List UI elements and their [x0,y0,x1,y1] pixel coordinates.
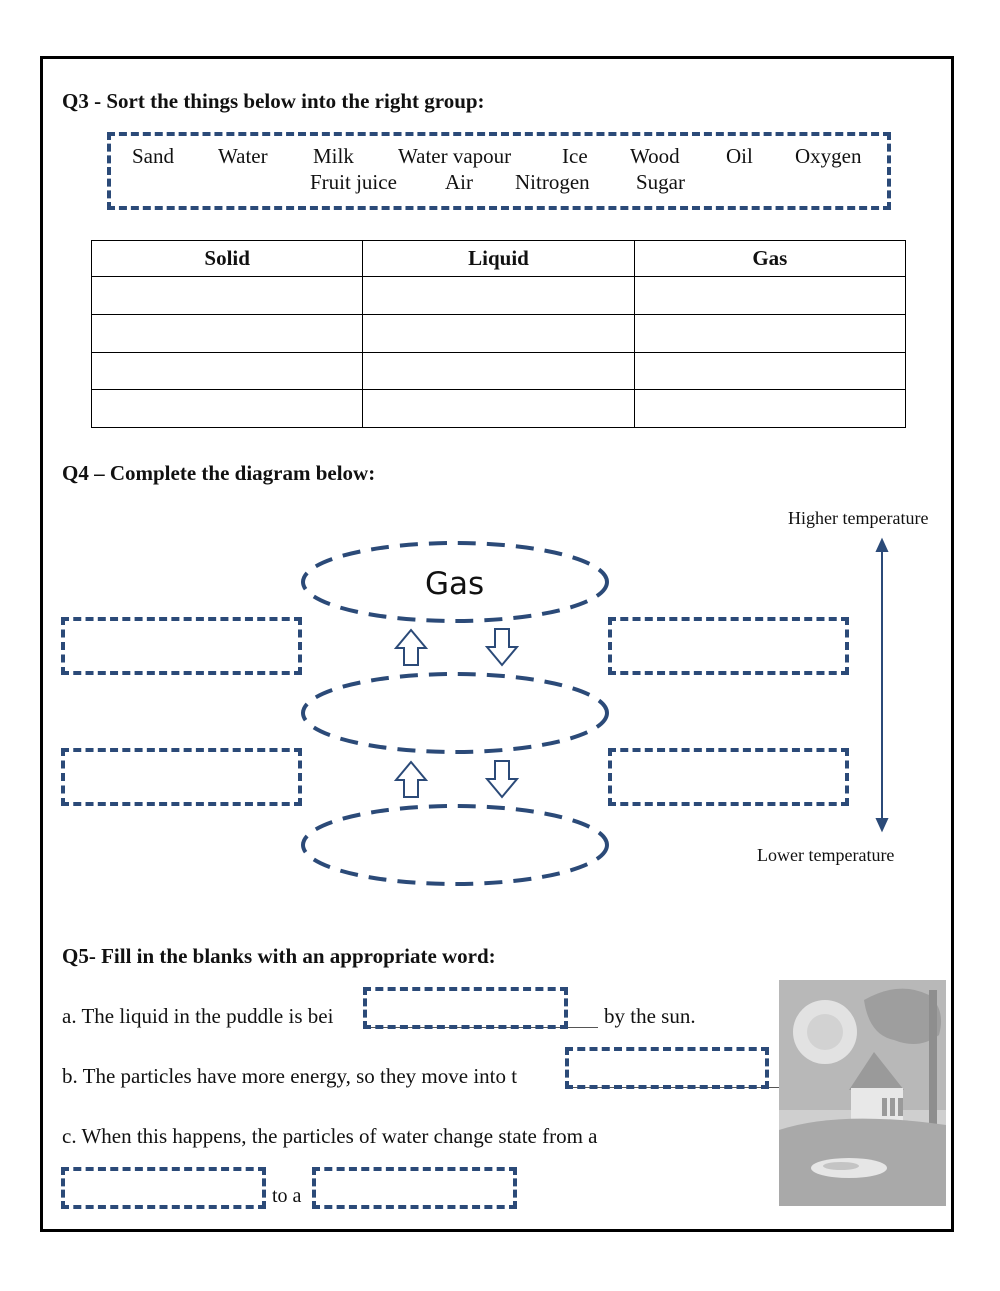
word-item[interactable]: Water [218,144,268,168]
arrowhead-up-icon [877,540,887,551]
header-gas: Gas [634,241,905,277]
q3-title: Q3 - Sort the things below into the right group: [62,89,485,113]
down-arrow-icon [487,761,517,797]
word-item[interactable]: Oil [726,144,753,168]
header-liquid: Liquid [363,241,634,277]
q5-c-text: c. When this happens, the particles of water change state from a [62,1124,598,1148]
answer-box-right-bottom[interactable] [608,748,849,806]
q5-c-mid: to a [272,1185,302,1207]
higher-temperature-label: Higher temperature [788,508,929,528]
gas-label: Gas [425,566,485,602]
word-item[interactable]: Water vapour [398,144,512,168]
word-item[interactable]: Nitrogen [515,170,590,194]
word-item[interactable]: Air [445,170,473,194]
arrowhead-down-icon [877,819,887,830]
q5-a-prefix: a. The liquid in the puddle is bei [62,1004,334,1028]
liquid-ellipse [303,674,607,752]
solid-ellipse [303,806,607,884]
word-item[interactable]: Sand [132,144,174,168]
q5-b-prefix: b. The particles have more energy, so they move into t [62,1064,518,1088]
word-item[interactable]: Fruit juice [310,170,397,194]
down-arrow-icon [487,629,517,665]
answer-box-right-top[interactable] [608,617,849,675]
answer-box-left-bottom[interactable] [61,748,302,806]
word-item[interactable]: Milk [313,144,354,168]
word-item[interactable]: Oxygen [795,144,862,168]
word-item[interactable]: Wood [630,144,680,168]
blank-a-input[interactable] [363,987,568,1029]
blank-c1-input[interactable] [61,1167,266,1209]
q5-title: Q5- Fill in the blanks with an appropriate word: [62,944,496,968]
blank-b-input[interactable] [565,1047,769,1089]
up-arrow-icon [396,630,426,665]
q5-a-suffix: by the sun. [604,1004,696,1028]
up-arrow-icon [396,762,426,797]
blank-c2-input[interactable] [312,1167,517,1209]
word-item[interactable]: Ice [562,144,588,168]
word-item[interactable]: Sugar [636,170,685,194]
answer-box-left-top[interactable] [61,617,302,675]
header-solid: Solid [92,241,363,277]
lower-temperature-label: Lower temperature [757,845,895,865]
q4-title: Q4 – Complete the diagram below: [62,461,376,485]
puddle-evaporation-image [779,980,946,1206]
